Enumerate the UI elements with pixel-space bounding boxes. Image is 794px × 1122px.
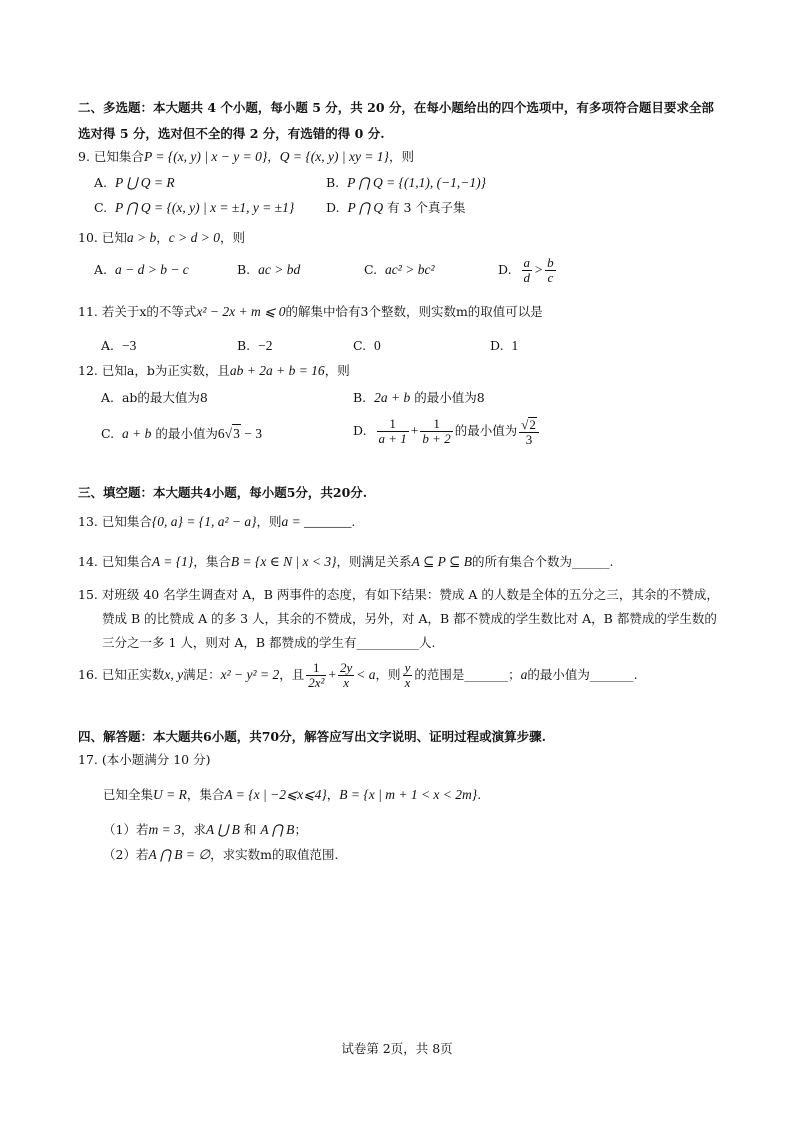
q12-number: 12. bbox=[78, 363, 98, 378]
q10-b-math: ac > bd bbox=[258, 262, 301, 277]
q10-stem bbox=[78, 229, 245, 247]
q11-option-d bbox=[490, 337, 518, 355]
q12-d-text: 的最小值为 bbox=[454, 423, 518, 438]
q11-inequality: x² − 2x + m ⩽ 0 bbox=[196, 304, 286, 319]
q14-relation: A ⊆ P ⊆ B bbox=[411, 554, 472, 569]
q12-c-math: a + b bbox=[122, 426, 152, 441]
option-label: D. bbox=[353, 423, 367, 438]
q14-mid1: ，集合 bbox=[193, 554, 231, 569]
frac-numerator: 1 bbox=[306, 661, 326, 676]
q9-sep: ， bbox=[267, 149, 280, 164]
q11-d-val: 1 bbox=[511, 338, 519, 353]
option-label: A. bbox=[101, 390, 115, 405]
q11-stem-text: 若关于x的不等式 bbox=[101, 304, 197, 319]
option-label: B. bbox=[353, 390, 367, 405]
q17-p1-and: 和 bbox=[239, 822, 261, 837]
q17-p2-cond: A ⋂ B = ∅ bbox=[148, 847, 211, 862]
q9-option-a bbox=[94, 174, 175, 192]
option-label: C. bbox=[94, 200, 108, 215]
frac-denominator: c bbox=[547, 270, 554, 285]
q15-text-line1: 对班级 40 名学生调查对 A，B 两事件的态度，有如下结果：赞成 A 的人数是全体的五分之三，其余的不赞成， bbox=[101, 587, 719, 602]
frac-numerator: 1 bbox=[377, 417, 409, 432]
q9-stem-post: ，则 bbox=[388, 149, 414, 164]
q12-c-val-post: − 3 bbox=[240, 426, 262, 441]
q9-number: 9. bbox=[78, 149, 90, 164]
q12-b-math: 2a + b bbox=[374, 390, 411, 405]
option-label: A. bbox=[94, 262, 108, 277]
q17-stem-text: 已知全集 bbox=[103, 787, 154, 802]
sqrt-radicand: 2 bbox=[529, 416, 536, 432]
q14-stem-post: 的所有集合个数为______. bbox=[471, 554, 614, 569]
q9-set-q: Q = {(x, y) | xy = 1} bbox=[279, 149, 389, 164]
q12-c-text: 的最小值为 bbox=[155, 426, 218, 441]
frac-denominator: d bbox=[523, 270, 531, 285]
q17-score: (本小题满分 10 分) bbox=[101, 752, 211, 767]
section2-heading-line1: 二、多选题：本大题共 4 个小题，每小题 5 分，共 20 分，在每小题给出的四个选项中，有多项符合题目要求全部 bbox=[78, 100, 714, 115]
q16-mid1: 满足： bbox=[183, 667, 221, 682]
q12-option-a bbox=[101, 389, 208, 407]
q10-c-math: ac² > bc² bbox=[385, 262, 435, 277]
q11-a-val: −3 bbox=[121, 338, 137, 353]
q13-stem-post: . bbox=[351, 514, 356, 529]
q9-option-d bbox=[326, 199, 465, 217]
q12-option-d bbox=[353, 413, 541, 449]
q17-p1-mid: ，求 bbox=[180, 822, 206, 837]
q17-p1-union: A ⋃ B bbox=[205, 822, 240, 837]
q10-option-a bbox=[94, 261, 189, 279]
q11-stem-post: 的解集中恰有3个整数，则实数m的取值可以是 bbox=[285, 304, 543, 319]
q9-d-text: 有 3 个真子集 bbox=[387, 200, 466, 215]
q17-part2 bbox=[103, 846, 338, 864]
q15-line1 bbox=[78, 586, 719, 604]
frac-numerator: b bbox=[547, 255, 554, 270]
q17-set-a: A = {x | −2⩽x⩽4} bbox=[224, 787, 327, 802]
option-label: C. bbox=[364, 262, 378, 277]
q14-stem bbox=[78, 553, 613, 571]
q12-a-text: ab的最大值为8 bbox=[121, 390, 208, 405]
q11-b-val: −2 bbox=[258, 338, 273, 353]
q16-stem-text: 已知正实数 bbox=[101, 667, 165, 682]
frac-denominator: x bbox=[343, 675, 350, 690]
q9-stem-text: 已知集合 bbox=[93, 149, 144, 164]
q14-stem-text: 已知集合 bbox=[101, 554, 152, 569]
frac-denominator: 2x² bbox=[308, 675, 325, 690]
option-label: A. bbox=[94, 175, 108, 190]
q12-c-val-coef: 6 bbox=[217, 426, 225, 441]
frac-numerator: y bbox=[404, 660, 411, 675]
frac-denominator: b + 2 bbox=[422, 431, 451, 446]
frac-numerator: √2 bbox=[519, 417, 539, 433]
q16-mid4: 的范围是_______； bbox=[414, 667, 521, 682]
q10-cond2: c > d > 0 bbox=[168, 230, 220, 245]
q10-stem-post: ，则 bbox=[220, 230, 246, 245]
q16-number: 16. bbox=[78, 667, 98, 682]
q12-stem-text: 已知a，b为正实数，且 bbox=[101, 363, 230, 378]
q15-line3: 三分之一多 1 人，则对 A，B 都赞成的学生有__________人. bbox=[102, 635, 436, 650]
option-label: B. bbox=[237, 262, 251, 277]
q10-option-c bbox=[364, 261, 435, 279]
q9-a-math: P ⋃ Q = R bbox=[114, 175, 175, 190]
section2-heading-line2: 选对得 5 分，选对但不全的得 2 分，有选错的得 0 分. bbox=[78, 126, 385, 141]
q10-d-frac1 bbox=[522, 256, 533, 285]
q17-mid1: ，集合 bbox=[186, 787, 225, 802]
q9-stem bbox=[78, 148, 414, 166]
q11-option-b bbox=[237, 337, 273, 355]
q12-b-text: 的最小值为8 bbox=[414, 390, 485, 405]
q16-lt: < a bbox=[356, 667, 376, 682]
q16-equation: x² − y² = 2 bbox=[220, 667, 280, 682]
frac-denominator: 3 bbox=[525, 431, 533, 447]
q17-p2-label: （2）若 bbox=[103, 847, 149, 862]
q12-stem-post: ，则 bbox=[324, 363, 350, 378]
q16-vars: x, y bbox=[164, 667, 184, 682]
q13-equation: {0, a} = {1, a² − a} bbox=[151, 514, 257, 529]
q12-d-frac1 bbox=[377, 417, 409, 446]
q10-d-frac2 bbox=[545, 256, 556, 285]
q10-option-d bbox=[498, 254, 558, 286]
frac-numerator: 1 bbox=[420, 417, 452, 432]
q12-c-val-radicand: 3 bbox=[233, 426, 240, 441]
q17-mid2: ， bbox=[326, 787, 340, 802]
q9-set-p: P = {(x, y) | x − y = 0} bbox=[143, 149, 268, 164]
q17-p2-text: ，求实数m的取值范围. bbox=[210, 847, 339, 862]
q17-set-b: B = {x | m + 1 < x < 2m} bbox=[339, 787, 478, 802]
q13-stem-text: 已知集合 bbox=[101, 514, 152, 529]
q12-option-c bbox=[101, 424, 262, 443]
q11-c-val: 0 bbox=[374, 338, 381, 353]
q9-c-math: P ⋂ Q = {(x, y) | x = ±1, y = ±1} bbox=[115, 200, 295, 215]
option-label: D. bbox=[490, 338, 504, 353]
section3-heading: 三、填空题：本大题共4小题，每小题5分，共20分. bbox=[78, 485, 368, 500]
q16-mid3: ，则 bbox=[375, 667, 401, 682]
q17-universe: U = R bbox=[153, 787, 187, 802]
q14-set-a: A = {1} bbox=[151, 554, 194, 569]
frac-numerator: 2y bbox=[340, 660, 353, 675]
q14-number: 14. bbox=[78, 554, 98, 569]
q16-frac3 bbox=[403, 661, 413, 690]
frac-denominator: x bbox=[404, 675, 411, 690]
q13-answer-blank: a = _______ bbox=[281, 514, 352, 529]
q16-plus: + bbox=[328, 667, 337, 682]
q12-equation: ab + 2a + b = 16 bbox=[229, 363, 325, 378]
q17-stem bbox=[103, 786, 481, 804]
sqrt-sign: √ bbox=[224, 426, 233, 441]
q14-set-b: B = {x ∈ N | x < 3} bbox=[230, 554, 337, 569]
q9-option-b bbox=[326, 174, 486, 192]
q12-stem bbox=[78, 362, 350, 380]
option-label: A. bbox=[101, 338, 115, 353]
q10-d-gt: > bbox=[534, 262, 544, 277]
q10-option-b bbox=[237, 261, 300, 279]
q17-part1 bbox=[103, 821, 307, 839]
page-footer: 试卷第 2页，共 8页 bbox=[341, 1041, 453, 1056]
q10-cond1: a > b bbox=[126, 230, 157, 245]
q11-number: 11. bbox=[78, 304, 98, 319]
q17-number: 17. bbox=[78, 752, 98, 767]
q12-option-b bbox=[353, 389, 485, 407]
q11-option-a bbox=[101, 337, 136, 355]
q16-stem bbox=[78, 657, 638, 693]
q13-stem bbox=[78, 513, 355, 531]
frac-denominator: a + 1 bbox=[378, 431, 407, 446]
q17-header bbox=[78, 751, 210, 769]
q11-stem bbox=[78, 303, 543, 321]
option-label: D. bbox=[498, 262, 512, 277]
q10-a-math: a − d > b − c bbox=[114, 262, 189, 277]
option-label: D. bbox=[326, 200, 340, 215]
q16-frac1 bbox=[306, 661, 326, 690]
q10-sep: ， bbox=[156, 230, 169, 245]
q17-p1-post: ； bbox=[294, 822, 307, 837]
q16-mid2: ，且 bbox=[279, 667, 305, 682]
q15-number: 15. bbox=[78, 587, 98, 602]
q9-d-math: P ⋂ Q bbox=[347, 200, 384, 215]
q13-number: 13. bbox=[78, 514, 98, 529]
q16-stem-post: 的最小值为_______. bbox=[527, 667, 638, 682]
q9-option-c bbox=[94, 199, 294, 217]
option-label: C. bbox=[353, 338, 367, 353]
q11-option-c bbox=[353, 337, 381, 355]
q17-p1-cond: m = 3 bbox=[148, 822, 181, 837]
q13-stem-mid: ，则 bbox=[256, 514, 282, 529]
q17-p1-intersection: A ⋂ B bbox=[260, 822, 295, 837]
q17-p1-label: （1）若 bbox=[103, 822, 149, 837]
q10-stem-text: 已知 bbox=[101, 230, 127, 245]
q12-d-plus: + bbox=[410, 423, 419, 438]
q10-number: 10. bbox=[78, 230, 98, 245]
q14-mid2: ，则满足关系 bbox=[336, 554, 412, 569]
option-label: B. bbox=[237, 338, 251, 353]
q16-var-a: a bbox=[520, 667, 528, 682]
q9-b-math: P ⋂ Q = {(1,1), (−1,−1)} bbox=[347, 175, 487, 190]
q15-line2: 赞成 B 的比赞成 A 的多 3 人，其余的不赞成，另外，对 A，B 都不赞成的学生数比对 A，B 都赞成的学生数的 bbox=[102, 611, 717, 626]
frac-numerator: a bbox=[523, 255, 531, 270]
q12-d-answer-frac bbox=[519, 417, 539, 447]
q17-stem-post: . bbox=[477, 787, 482, 802]
option-label: C. bbox=[101, 426, 115, 441]
q12-d-frac2 bbox=[420, 417, 452, 446]
option-label: B. bbox=[326, 175, 340, 190]
q16-frac2 bbox=[338, 661, 354, 690]
section4-heading: 四、解答题：本大题共6小题，共70分，解答应写出文字说明、证明过程或演算步骤. bbox=[78, 729, 546, 744]
